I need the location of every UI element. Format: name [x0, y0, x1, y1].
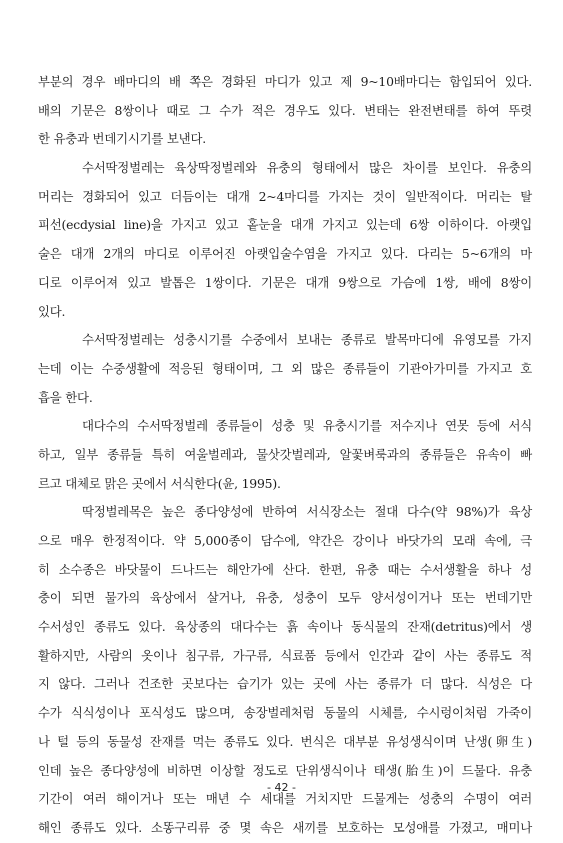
- text-line: 지 않다. 그러나 건조한 곳보다는 습기가 있는 곳에 사는 종류가 더 많다. 식성은 다: [38, 676, 532, 692]
- text-line: 해인 종류도 있다. 소똥구리류 중 몇 속은 새끼를 보호하는 모성애를 가졌고, 매미나: [38, 819, 532, 835]
- text-line: 수서성인 종류도 있다. 육상종의 대다수는 흙 속이나 동식물의 잔재(detritus)에서 생: [38, 619, 532, 635]
- page-number: - 42 -: [267, 781, 296, 794]
- text-line: 배의 기문은 8쌍이나 때로 그 수가 적은 경우도 있다. 변태는 완전변태를 하여 뚜렷: [38, 102, 532, 118]
- text-line: 있다.: [38, 303, 66, 319]
- text-line: 충이 되면 물가의 육상에서 살거나, 유충, 성충이 모두 양서성이거나 또는 번데기만: [38, 590, 532, 606]
- text-line: 하고, 일부 종류들 특히 여울벌레과, 물삿갓벌레과, 알꽃벼룩과의 종류들은 유속이 빠: [38, 446, 532, 462]
- text-line: 히 소수종은 바닷물이 드나드는 해안가에 산다. 한편, 유충 때는 수서생활을 하나 성: [38, 561, 532, 577]
- text-line: 활하지만, 사람의 옷이나 침구류, 가구류, 식료품 등에서 인간과 같이 사는 종류도 적: [38, 647, 532, 663]
- text-line: 한 유충과 번데기시기를 보낸다.: [38, 131, 206, 147]
- text-line: 인데 높은 종다양성에 비하면 이상할 정도로 단위생식이나 태생(胎生)이 드물다. 유충: [38, 762, 532, 778]
- text-line: 부분의 경우 배마디의 배 쪽은 경화된 마디가 있고 제 9~10배마디는 함입되어 있다.: [38, 74, 532, 89]
- text-line: 수서딱정벌레는 성충시기를 수중에서 보내는 종류로 발목마디에 유영모를 가지: [82, 332, 532, 348]
- text-line: 나 털 등의 동물성 잔재를 먹는 종류도 있다. 번식은 대부분 유성생식이며 난생(卵生): [38, 733, 532, 749]
- text-line: 수서딱정벌레는 육상딱정벌레와 유충의 형태에서 많은 차이를 보인다. 유충의: [82, 160, 532, 176]
- text-line: 술은 대개 2개의 마디로 이루어진 아랫입술수염을 가지고 있다. 다리는 5~6개의 마: [38, 246, 532, 262]
- body-text: [38, 68, 532, 843]
- text-line: 딱정벌레목은 높은 종다양성에 반하여 서식장소는 절대 다수(약 98%)가 육상: [82, 504, 532, 520]
- text-line: 디로 이루어져 있고 발톱은 1쌍이다. 기문은 대개 9쌍으로 가슴에 1쌍, 배에 8쌍이: [38, 274, 532, 290]
- text-line: 대다수의 수서딱정벌레 종류들이 성충 및 유충시기를 저수지나 연못 등에 서식: [82, 418, 532, 434]
- text-line: 흡을 한다.: [38, 389, 93, 405]
- text-line: 수가 식식성이나 포식성도 많으며, 송장벌레처럼 동물의 시체를, 수시렁이처럼 가죽이: [38, 705, 532, 721]
- text-line: 는데 이는 수중생활에 적응된 형태이며, 그 외 많은 종류들이 기관아가미를 가지고 호: [38, 360, 532, 376]
- text-line: 피선(ecdysial line)을 가지고 있고 홑눈을 대개 가지고 있는데 6쌍 이하이다. 아랫입: [38, 217, 532, 233]
- text-line: 르고 대체로 맑은 곳에서 서식한다(윤, 1995).: [38, 475, 281, 491]
- text-line: 으로 매우 한정적이다. 약 5,000종이 담수에, 약간은 강이나 바닷가의 모래 속에, 극: [38, 533, 532, 548]
- text-line: 기간이 여러 해이거나 또는 매년 수 세대를 거치지만 드물게는 성충의 수명이 여러: [38, 791, 532, 807]
- text-line: 머리는 경화되어 있고 더듬이는 대개 2~4마디를 가지는 것이 일반적이다. 머리는 탈: [38, 188, 532, 204]
